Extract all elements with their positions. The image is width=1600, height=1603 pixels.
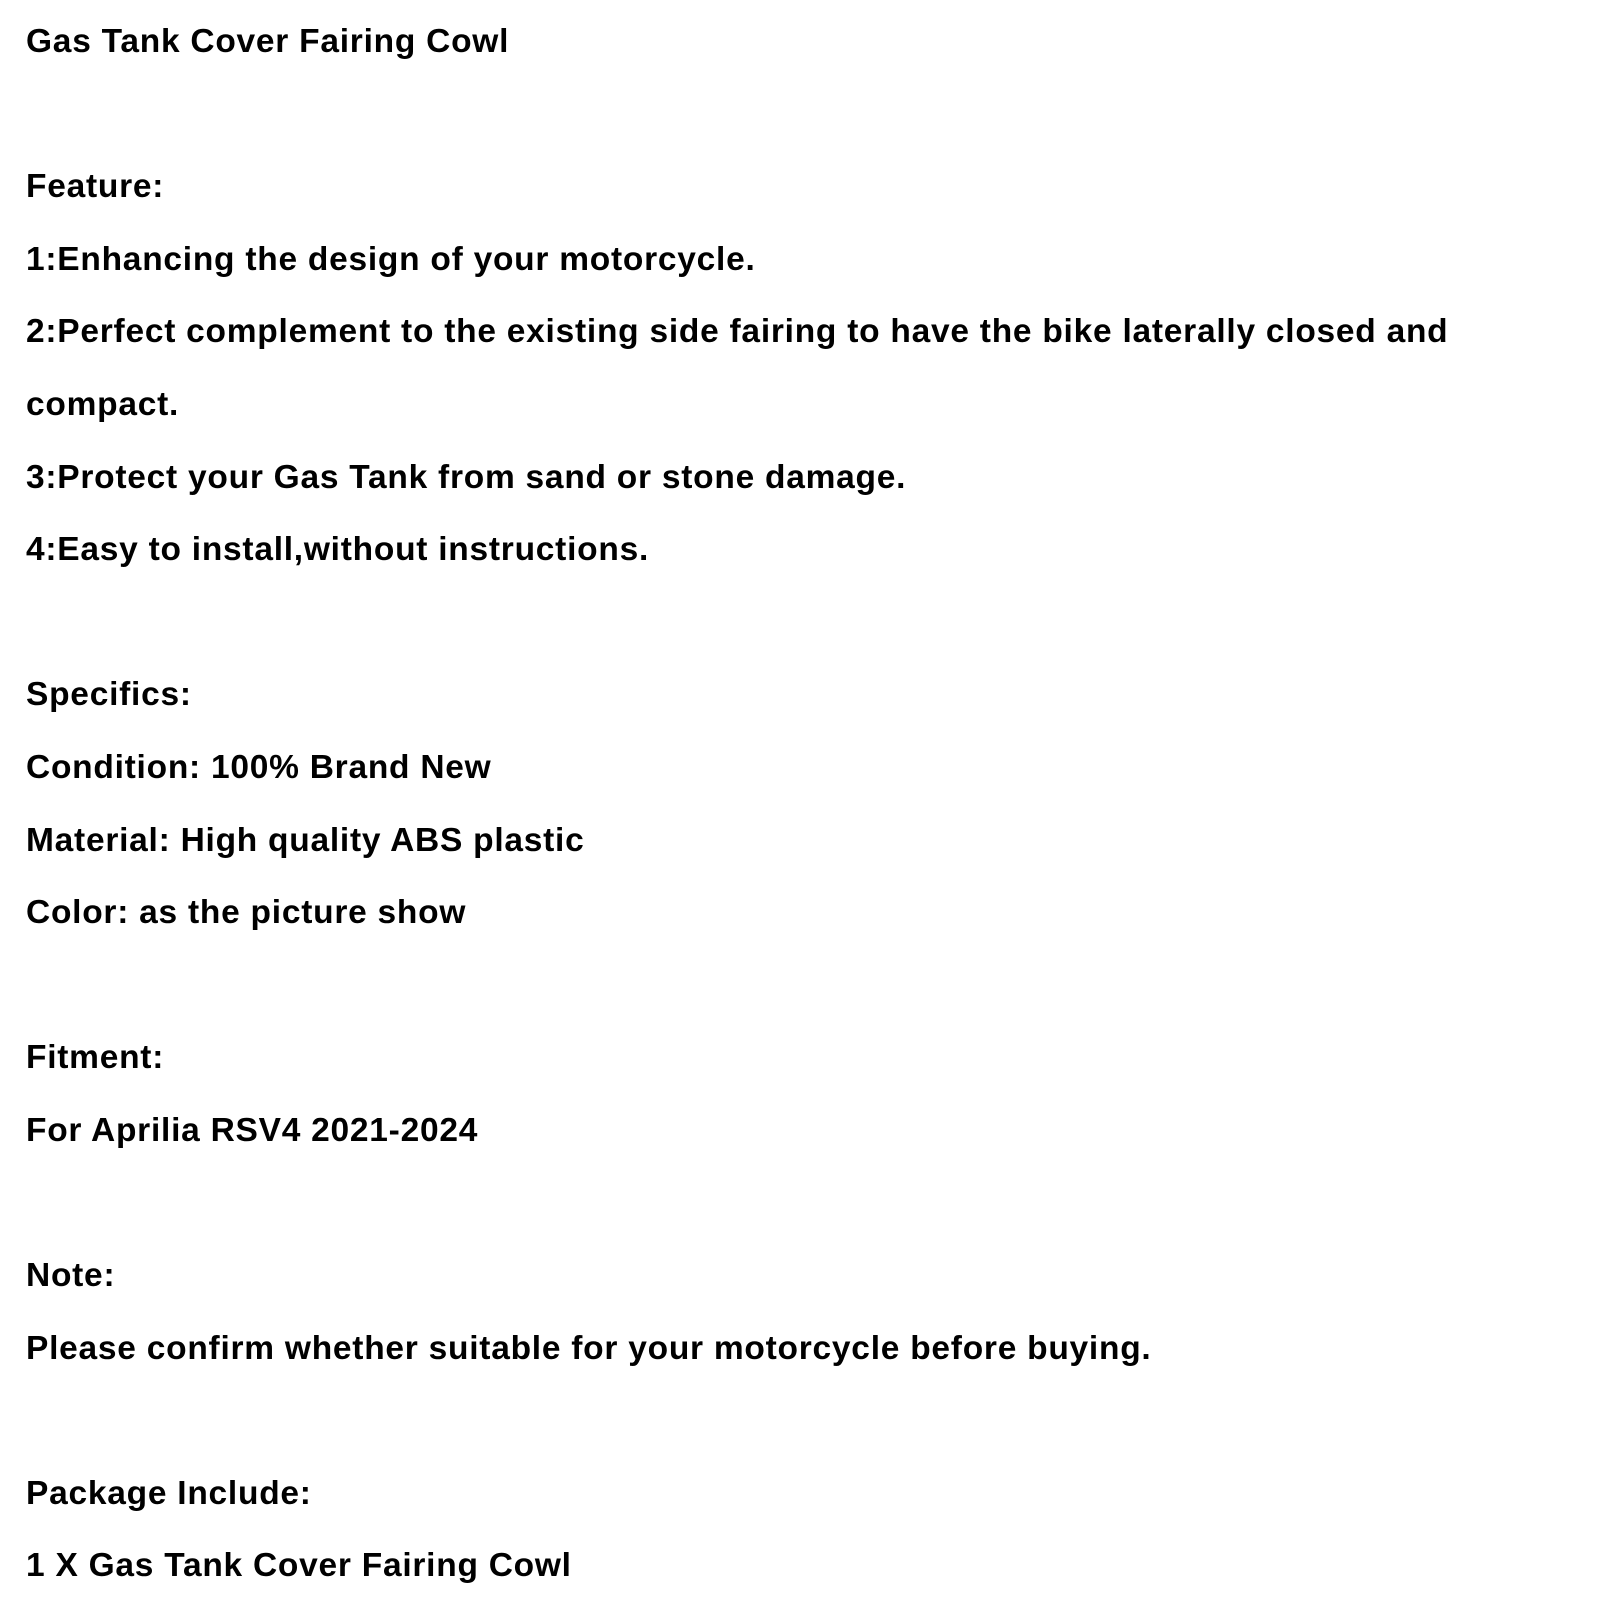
product-title: Gas Tank Cover Fairing Cowl	[26, 23, 510, 60]
package-item: 1 X Gas Tank Cover Fairing Cowl	[26, 1547, 572, 1585]
spacer	[26, 950, 1586, 1023]
feature-heading: Feature:	[26, 168, 165, 206]
note-text: Please confirm whether suitable for your motorcycle before buying.	[26, 1329, 1152, 1367]
spacer	[26, 79, 1586, 152]
product-description	[26, 6, 1586, 1603]
spacer	[26, 1168, 1586, 1241]
note-heading: Note:	[26, 1257, 116, 1295]
spec-condition: Condition: 100% Brand New	[26, 748, 492, 786]
package-heading: Package Include:	[26, 1474, 312, 1512]
spacer	[26, 587, 1586, 660]
spec-material: Material: High quality ABS plastic	[26, 821, 585, 859]
feature-item-2: 2:Perfect complement to the existing side fairing to have the bike laterally closed and	[26, 313, 1449, 351]
fitment-heading: Fitment:	[26, 1039, 165, 1077]
feature-item-3: 3:Protect your Gas Tank from sand or stone damage.	[26, 458, 907, 496]
feature-item-4: 4:Easy to install,without instructions.	[26, 531, 650, 569]
fitment-model: For Aprilia RSV4 2021-2024	[26, 1111, 479, 1149]
feature-item-2-continued: compact.	[26, 385, 180, 423]
spacer	[26, 1385, 1586, 1458]
specifics-heading: Specifics:	[26, 676, 192, 714]
spec-color: Color: as the picture show	[26, 894, 467, 932]
feature-item-1: 1:Enhancing the design of your motorcycle.	[26, 240, 756, 278]
